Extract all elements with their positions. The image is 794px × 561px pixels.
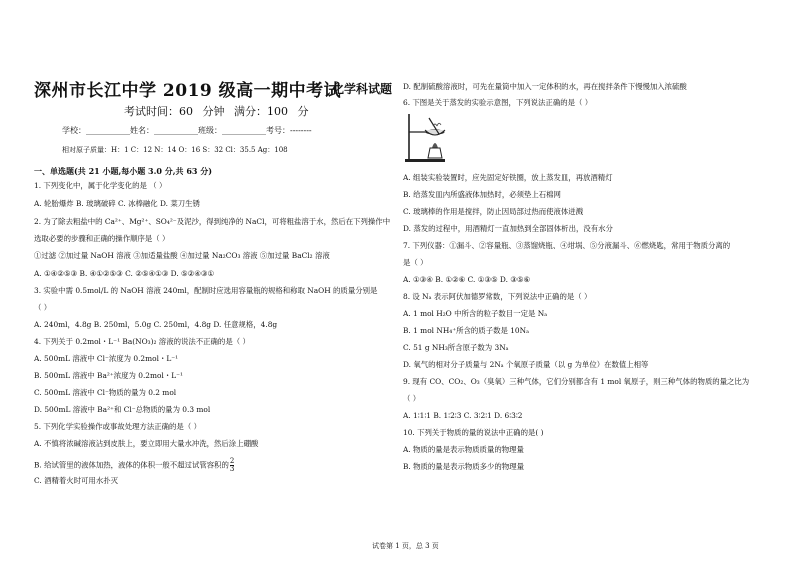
question-line: 7. 下列仪器：①漏斗、②容量瓶、③蒸馏烧瓶、④坩埚、⑤分液漏斗、⑥燃烧匙，常用于物质分离的 <box>403 241 731 250</box>
question-line: 2. 为了除去粗盐中的 Ca²⁺、Mg²⁺、SO₄²⁻及泥沙，得到纯净的 NaCl，可将粗盐溶于水，然后在下列操作中 <box>34 217 391 226</box>
question-line: B. 物质的量是表示物质多少的物理量 <box>403 462 524 471</box>
question-line: 1. 下列变化中，属于化学变化的是 （ ） <box>34 181 167 190</box>
question-line: 选取必要的步骤和正确的操作顺序是（ ） <box>34 234 170 243</box>
question-line: D. 蒸发的过程中，用酒精灯一直加热到全部固体析出，没有水分 <box>403 224 613 233</box>
question-line: A. 240ml，4.8g B. 250ml，5.0g C. 250ml，4.8g D. 任意规格，4.8g <box>34 320 278 329</box>
fraction-denominator: 3 <box>229 465 235 473</box>
question-line: B. 1 mol NH₄⁺所含的质子数是 10Nₐ <box>403 326 529 335</box>
exam-subtitle: 化学科试题 <box>332 82 393 96</box>
question-line: B. 给蒸发皿内所盛液体加热时，必须垫上石棉网 <box>403 190 561 199</box>
question-line: A. 1 mol H₂O 中所含的粒子数目一定是 Nₐ <box>403 309 548 318</box>
question-line: 10. 下列关于物质的量的说法中正确的是( ) <box>403 428 544 437</box>
question-line: （ ） <box>403 394 421 403</box>
evaporation-apparatus-icon <box>403 112 455 164</box>
question-line: B. 500mL 溶液中 Ba²⁺浓度为 0.2mol・L⁻¹ <box>34 371 183 380</box>
fraction <box>230 458 234 473</box>
question-line: A. 不慎将浓碱溶液沾到皮肤上，要立即用大量水冲洗，然后涂上硼酸 <box>34 439 259 448</box>
question-line-with-fraction <box>34 458 235 473</box>
question-line: D. 氧气的相对分子质量与 2Nₐ 个氧原子质量（以 g 为单位）在数值上相等 <box>403 360 649 369</box>
question-line: C. 玻璃棒的作用是搅拌，防止因局部过热而使液体迸溅 <box>403 207 584 216</box>
question-line: ①过滤 ②加过量 NaOH 溶液 ③加适量盐酸 ④加过量 Na₂CO₃ 溶液 ⑤加过量 BaCl₂ 溶液 <box>34 251 330 260</box>
question-line: C. 酒精着火时可用水扑灭 <box>34 476 118 485</box>
question-text: B. 给试管里的液体加热，液体的体积一般不超过试管容积的 <box>34 460 229 470</box>
question-line: D. 500mL 溶液中 Ba²⁺和 Cl⁻总物质的量为 0.3 mol <box>34 405 211 414</box>
question-line: A. 1∶1∶1 B. 1∶2∶3 C. 3∶2∶1 D. 6∶3∶2 <box>403 411 523 420</box>
question-line: A. 组装实验装置时，应先固定好铁圈，放上蒸发皿，再放酒精灯 <box>403 173 613 182</box>
atomic-masses: 相对原子质量：H：1 C：12 N：14 O：16 S：32 Cl：35.5 Ag：108 <box>62 146 288 154</box>
question-line: A. 轮胎爆炸 B. 玻璃破碎 C. 冰棒融化 D. 菜刀生锈 <box>34 199 200 208</box>
fraction-numerator: 2 <box>229 457 235 465</box>
question-line: 9. 现有 CO、CO₂、O₃（臭氧）三种气体，它们分别都含有 1 mol 氧原子，则三种气体的物质的量之比为 <box>403 377 750 386</box>
question-line: C. 51 g NH₃所含原子数为 3Nₐ <box>403 343 509 352</box>
question-line: C. 500mL 溶液中 Cl⁻物质的量为 0.2 mol <box>34 388 177 397</box>
exam-title: 深州市长江中学 2019 级高一期中考试 <box>34 81 342 101</box>
question-line: 是（ ） <box>403 258 428 267</box>
section-heading: 一、单选题(共 21 小题,每小题 3.0 分,共 63 分) <box>34 166 213 176</box>
student-info: 学校：___________姓名：___________班级：___________考号：-------- <box>62 126 312 135</box>
question-line: 4. 下列关于 0.2mol・L⁻¹ Ba(NO₃)₂ 溶液的说法不正确的是（ ） <box>34 337 250 346</box>
question-line: 6. 下图是关于蒸发的实验示意图，下列说法正确的是（ ） <box>403 98 593 107</box>
question-line: 3. 实验中需 0.5mol/L 的 NaOH 溶液 240ml，配制时应选用容量瓶的规格和称取 NaOH 的质量分别是 <box>34 286 378 295</box>
question-line: （ ） <box>34 303 52 312</box>
page-footer: 试卷第 1 页，总 3 页 <box>372 542 439 550</box>
question-line: A. ①③④ B. ①②⑥ C. ①③⑤ D. ③⑤⑥ <box>403 275 531 284</box>
question-line: A. ①④②⑤③ B. ④①②⑤③ C. ②⑤④①③ D. ⑤②④③① <box>34 269 215 278</box>
question-line: D. 配制硫酸溶液时，可先在量筒中加入一定体积的水，再在搅拌条件下慢慢加入浓硫酸 <box>403 82 687 91</box>
exam-info: 考试时间：60 分钟 满分：100 分 <box>124 105 309 118</box>
question-line: A. 500mL 溶液中 Cl⁻浓度为 0.2mol・L⁻¹ <box>34 354 179 363</box>
question-line: A. 物质的量是表示物质质量的物理量 <box>403 445 524 454</box>
question-line: 8. 设 Nₐ 表示阿伏加德罗常数，下列说法中正确的是（ ） <box>403 292 592 301</box>
question-line: 5. 下列化学实验操作或事故处理方法正确的是（ ） <box>34 422 201 431</box>
